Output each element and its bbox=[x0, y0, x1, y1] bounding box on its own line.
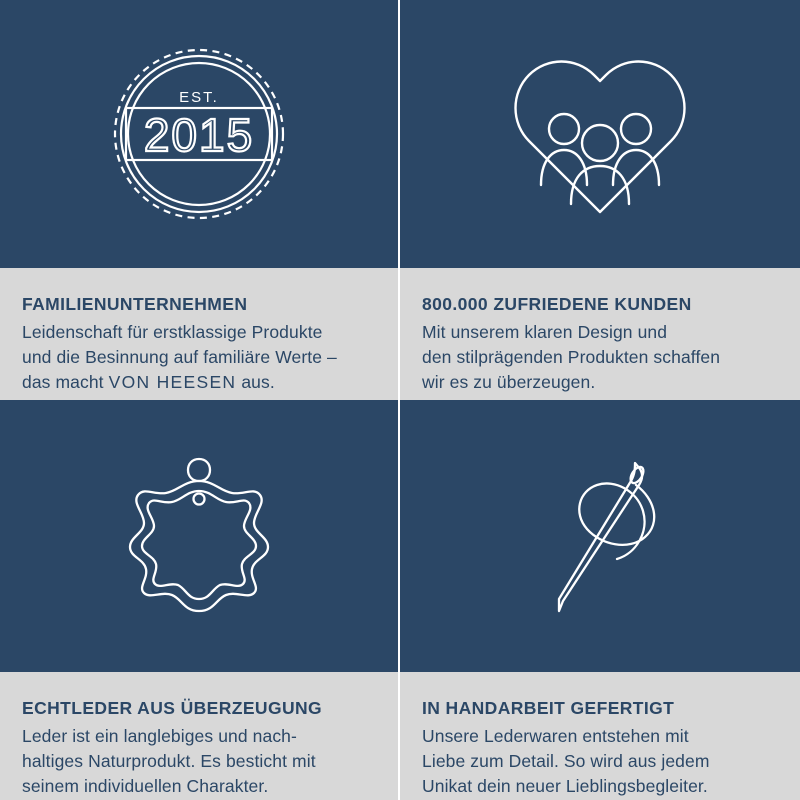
body-line-2: den stilprägenden Produkten schaffen bbox=[422, 347, 721, 368]
headline: FAMILIENUNTERNEHMEN bbox=[22, 294, 248, 314]
est-label: EST. bbox=[179, 89, 219, 106]
body-line-2: haltiges Naturprodukt. Es besticht mit bbox=[22, 751, 316, 772]
text-panel-familienunternehmen bbox=[0, 268, 400, 400]
feature-cell-familienunternehmen bbox=[0, 0, 400, 400]
body-line-3: Unikat dein neuer Lieblingsbegleiter. bbox=[422, 776, 708, 797]
brand-name: VON HEESEN bbox=[108, 372, 237, 393]
icon-panel-est-badge bbox=[0, 0, 400, 268]
body-line-1: Leder ist ein langlebiges und nach- bbox=[22, 726, 297, 747]
est-2015-badge-icon bbox=[104, 39, 294, 229]
body-line-1: Leidenschaft für erstklassige Produkte bbox=[22, 322, 323, 343]
icon-panel-needle-thread bbox=[400, 400, 800, 672]
leather-hide-tag-icon bbox=[104, 441, 294, 631]
body-text bbox=[22, 320, 374, 395]
heart-with-people-icon bbox=[505, 44, 695, 224]
text-panel-zufriedene-kunden bbox=[400, 268, 800, 400]
body-line-1: Mit unserem klaren Design und bbox=[422, 322, 668, 343]
body-line-3: wir es zu überzeugen. bbox=[422, 372, 596, 393]
body-text bbox=[422, 320, 776, 395]
body-line-1: Unsere Lederwaren entstehen mit bbox=[422, 726, 689, 747]
feature-cell-handarbeit bbox=[400, 400, 800, 800]
body-line-3-pre: das macht bbox=[22, 372, 109, 393]
body-line-2: Liebe zum Detail. So wird aus jedem bbox=[422, 751, 710, 772]
text-panel-echtleder bbox=[0, 672, 400, 800]
body-line-3-post: aus. bbox=[236, 372, 275, 393]
headline: ECHTLEDER AUS ÜBERZEUGUNG bbox=[22, 698, 323, 718]
headline: IN HANDARBEIT GEFERTIGT bbox=[422, 698, 675, 718]
needle-and-thread-icon bbox=[505, 441, 695, 631]
icon-panel-leather-hide bbox=[0, 400, 400, 672]
headline: 800.000 ZUFRIEDENE KUNDEN bbox=[422, 294, 692, 314]
year-label: 2015 bbox=[143, 109, 255, 161]
feature-cell-zufriedene-kunden bbox=[400, 0, 800, 400]
body-text bbox=[422, 724, 776, 799]
body-line-2: und die Besinnung auf familiäre Werte – bbox=[22, 347, 337, 368]
feature-cell-echtleder bbox=[0, 400, 400, 800]
body-line-3: seinem individuellen Charakter. bbox=[22, 776, 269, 797]
text-panel-handarbeit bbox=[400, 672, 800, 800]
body-text bbox=[22, 724, 374, 799]
icon-panel-heart-people bbox=[400, 0, 800, 268]
